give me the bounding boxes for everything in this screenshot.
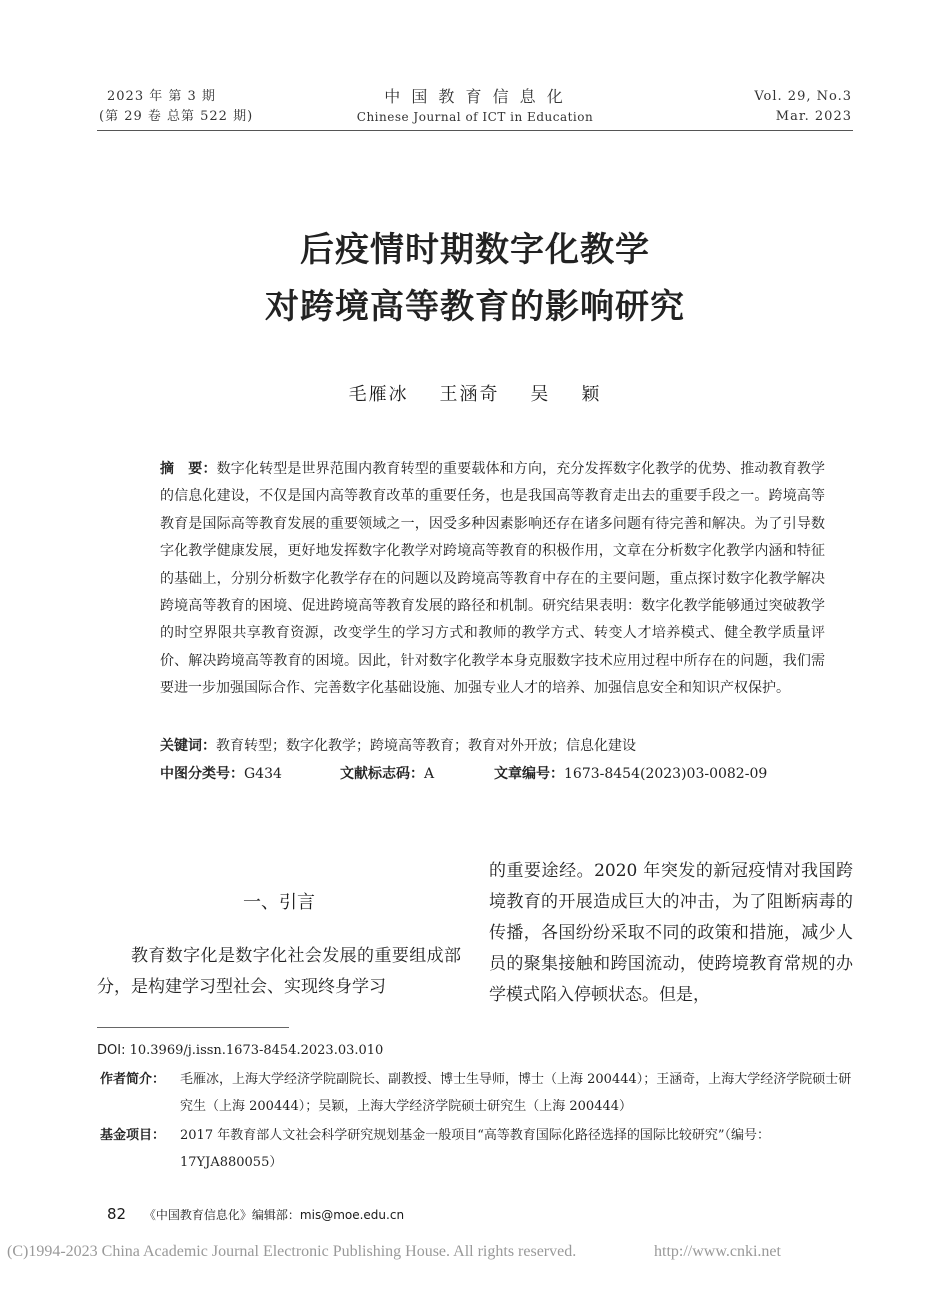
- body-paragraph-right: 的重要途经。2020 年突发的新冠疫情对我国跨境教育的开展造成巨大的冲击，为了阻断病毒的传播，各国纷纷采取不同的政策和措施，减少人员的聚集接触和跨国流动，使跨境教育常规的办学模式陷入停顿状态。但是，: [489, 861, 853, 1005]
- header-volume-line2: Mar. 2023: [775, 109, 852, 124]
- clc-value: G434: [244, 766, 282, 782]
- cnki-link[interactable]: http://www.cnki.net: [654, 1243, 781, 1260]
- footnote-rule: [97, 1027, 289, 1028]
- page-number: 82: [107, 1205, 127, 1223]
- fund-info-text: 2017 年教育部人文社会科学研究规划基金一般项目“高等教育国际化路径选择的国际比较研究”（编号：17YJA880055）: [180, 1128, 771, 1170]
- fund-info: [100, 1122, 853, 1176]
- author-bio: [100, 1066, 853, 1120]
- clc-number: [160, 763, 282, 783]
- header-journal-cn: 中 国 教 育 信 息 化: [384, 87, 566, 106]
- abstract-label: 摘 要：: [160, 461, 217, 477]
- doi-value: 10.3969/j.issn.1673-8454.2023.03.010: [129, 1043, 384, 1058]
- header-issue: [99, 87, 254, 127]
- header-rule: [97, 130, 853, 131]
- author-bio-label: 作者简介：: [100, 1072, 166, 1087]
- journal-email: 《中国教育信息化》编辑部：mis@moe.edu.cn: [143, 1208, 405, 1222]
- paper-title-line2: 对跨境高等教育的影响研究: [265, 287, 685, 327]
- section-heading: 一、引言: [243, 892, 315, 913]
- fund-info-label: 基金项目：: [100, 1128, 166, 1143]
- copyright-notice: (C)1994-2023 China Academic Journal Electronic Publishing House. All rights reserved.: [7, 1243, 577, 1260]
- doi-label: DOI:: [97, 1043, 126, 1058]
- doi-line: [97, 1037, 383, 1064]
- document-code: [340, 763, 434, 783]
- body-paragraph-left: 教育数字化是数字化社会发展的重要组成部分，是构建学习型社会、实现终身学习: [97, 946, 461, 997]
- author-list: 毛雁冰 王涵奇 吴 颖: [348, 384, 602, 405]
- paper-title-line1: 后疫情时期数字化教学: [300, 230, 650, 270]
- article-number-label: 文章编号：: [494, 766, 564, 782]
- keywords: [160, 735, 636, 755]
- document-code-label: 文献标志码：: [340, 766, 424, 782]
- document-code-value: A: [424, 766, 435, 782]
- header-volume-line1: Vol. 29, No.3: [754, 89, 852, 104]
- keywords-text: 教育转型；数字化教学；跨境高等教育；教育对外开放；信息化建设: [216, 738, 636, 754]
- header-journal: [300, 87, 650, 127]
- keywords-label: 关键词：: [160, 738, 216, 754]
- author-bio-text: 毛雁冰，上海大学经济学院副院长、副教授、博士生导师，博士（上海 200444）；王涵奇，上海大学经济学院硕士研究生（上海 200444）；吴颖，上海大学经济学院硕士研究生（上海 200444）: [180, 1072, 852, 1114]
- abstract-text: 数字化转型是世界范围内教育转型的重要载体和方向，充分发挥数字化教学的优势、推动教育教学的信息化建设，不仅是国内高等教育改革的重要任务，也是我国高等教育走出去的重要手段之一。跨境高等教育是国际高等教育发展的重要领域之一，因受多种因素影响还存在诸多问题有待完善和解决。为了引导数字化教学健康发展，更好地发挥数字化教学对跨境高等教育的积极作用，文章在分析数字化教学内涵和特征的基础上，分别分析数字化教学存在的问题以及跨境高等教育中存在的主要问题，重点探讨数字化教学解决跨境高等教育的困境、促进跨境高等教育发展的路径和机制。研究结果表明：数字化教学能够通过突破教学的时空界限共享教育资源，改变学生的学习方式和教师的教学方式、转变人才培养模式、健全教学质量评价、解决跨境高等教育的困境。因此，针对数字化教学本身克服数字技术应用过程中所存在的问题，我们需要进一步加强国际合作、完善数字化基础设施、加强专业人才的培养、加强信息安全和知识产权保护。: [160, 461, 825, 697]
- header-issue-line2: (第 29 卷 总第 522 期): [99, 109, 254, 124]
- article-number: [494, 763, 767, 783]
- header-journal-en: Chinese Journal of ICT in Education: [356, 110, 594, 124]
- header-volume: [754, 87, 852, 127]
- header-issue-line1: 2023 年 第 3 期: [107, 89, 216, 104]
- clc-label: 中图分类号：: [160, 766, 244, 782]
- page-footer: [107, 1205, 404, 1223]
- article-number-value: 1673-8454(2023)03-0082-09: [564, 766, 768, 782]
- abstract: [160, 456, 825, 703]
